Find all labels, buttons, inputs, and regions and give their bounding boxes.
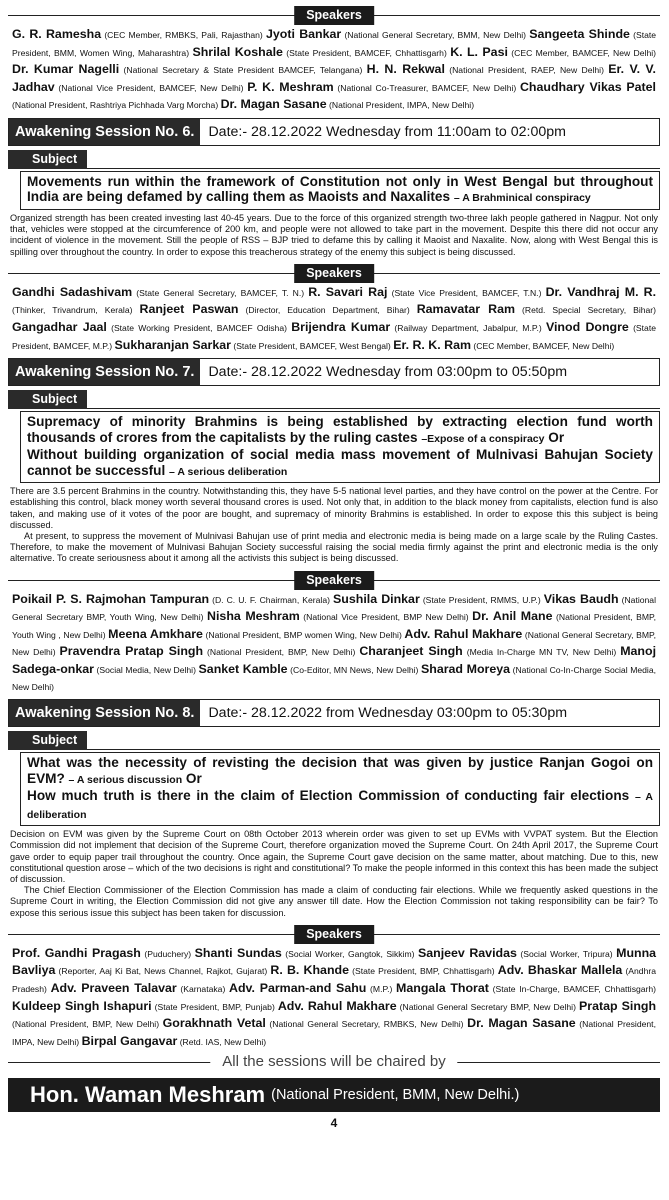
- speaker-role: (Retd. IAS, New Delhi): [179, 1036, 267, 1047]
- speaker-role: (State President, BAMCEF, M.P.): [12, 322, 656, 351]
- speaker-name: Adv. Praveen Talavar: [50, 980, 177, 995]
- speaker-name: Birpal Gangavar: [81, 1033, 178, 1048]
- speaker-name: Sanket Kamble: [198, 661, 288, 676]
- speaker-name: Ramavatar Ram: [416, 302, 515, 317]
- speaker-role: (National President, BMP, Youth Wing , New Delhi): [12, 612, 657, 640]
- speakers-list: [8, 284, 660, 354]
- newsletter-page: [8, 0, 660, 1130]
- speaker-name: Adv. Rahul Makhare: [404, 626, 523, 641]
- subject-note: – A serious deliberation: [169, 465, 288, 478]
- speaker-name: Sanjeev Ravidas: [417, 945, 517, 960]
- speaker-name: Munna Bavliya: [12, 945, 657, 978]
- speaker-name: Jyoti Bankar: [266, 27, 342, 41]
- speaker-role: (Puduchery): [144, 948, 192, 959]
- session-description: [10, 829, 658, 919]
- speaker-role: (M.P.): [370, 983, 393, 994]
- speaker-name: Gorakhnath Vetal: [162, 1016, 266, 1031]
- speaker-name: Dr. Magan Sasane: [467, 1016, 576, 1031]
- speaker-name: Er. V. V. Jadhav: [12, 62, 657, 94]
- speaker-name: Kuldeep Singh Ishapuri: [12, 998, 152, 1013]
- subject-note: – A deliberation: [27, 791, 653, 821]
- description-paragraph: Decision on EVM was given by the Supreme Court on 08th October 2013 wherein order was given to set up EVMs with VVPAT system. But the Election Commission did not implement that decision of the Supreme Court, therefore organization moved the Supreme Court. On 24th April 2017, the Supreme Court gave order to equip paper trail throughout the country. Once again, the Supreme Court gave decision on the same matter, about matching. Due to this, new constitutional question arose – which of the two decisions is right and constitutional? To make the people informed in this context this has been made the subject of discussion.: [10, 829, 658, 884]
- session-header: [8, 358, 660, 386]
- speaker-name: Shrilal Koshale: [192, 44, 283, 59]
- speaker-name: P. K. Meshram: [247, 79, 334, 94]
- subject-join: Or: [548, 429, 565, 445]
- speaker-role: (National Co-In-Charge Social Media, New Delhi): [12, 664, 656, 692]
- speaker-name: Sangeeta Shinde: [529, 27, 630, 41]
- speaker-role: (Social Media, New Delhi): [96, 664, 196, 675]
- subject-note: – A serious discussion: [68, 773, 183, 786]
- session-block: [8, 699, 660, 1050]
- speaker-role: (Media In-Charge MN TV, New Delhi): [466, 647, 617, 658]
- speaker-role: (State General Secretary, BAMCEF, T. N.): [136, 287, 305, 298]
- speaker-role: (CEC Member, BAMCEF, New Delhi): [473, 340, 615, 351]
- speaker-name: Dr. Anil Mane: [472, 609, 553, 624]
- speaker-role: (Railway Department, Jabalpur, M.P.): [394, 322, 542, 333]
- subject-divider: [87, 749, 660, 750]
- speaker-role: (D. C. U. F. Chairman, Kerala): [212, 594, 330, 605]
- subject-note: –Expose of a conspiracy: [421, 432, 545, 445]
- speaker-role: (National Co-Treasurer, BAMCEF, New Delhi): [337, 82, 517, 93]
- speaker-role: (National Vice President, BMP New Delhi): [303, 612, 469, 623]
- speakers-list: [8, 26, 660, 114]
- speaker-name: Pravendra Pratap Singh: [59, 644, 204, 659]
- speaker-role: (National President, BMP, New Delhi): [207, 647, 356, 658]
- speaker-name: Gangadhar Jaal: [12, 319, 107, 334]
- subject-heading-row: [8, 150, 660, 169]
- speaker-name: Mangala Thorat: [396, 980, 489, 995]
- speakers-divider: [8, 923, 660, 945]
- subject-heading-row: [8, 390, 660, 409]
- speaker-name: Chaudhary Vikas Patel: [519, 79, 656, 94]
- speaker-role: (Director, Education Department, Bihar): [245, 305, 410, 316]
- speaker-role: (State President, BAMCEF, Chhattisgarh): [286, 47, 447, 58]
- speaker-name: Nisha Meshram: [207, 609, 300, 624]
- speaker-role: (State President, BMP, Punjab): [154, 1001, 275, 1012]
- page-number: 4: [330, 1116, 338, 1131]
- speaker-name: R. B. Khande: [270, 963, 349, 978]
- subject-heading: Subject: [8, 731, 87, 750]
- speaker-role: (National General Secretary BMP, Youth Wing, New Delhi): [12, 594, 656, 623]
- speaker-role: (National President, IMPA, New Delhi): [12, 1019, 656, 1047]
- chairperson-name: Hon. Waman Meshram: [30, 1082, 266, 1108]
- chairperson-designation: (National President, BMM, New Delhi.): [271, 1087, 520, 1104]
- subject-heading: Subject: [8, 150, 87, 169]
- speaker-role: (State President, RMMS, U.P.): [422, 594, 541, 605]
- speaker-name: Brijendra Kumar: [291, 319, 391, 334]
- speaker-role: (State President, BMP, Chhattisgarh): [352, 966, 495, 977]
- session-block: [8, 118, 660, 354]
- session-block: [8, 358, 660, 695]
- speakers-divider: [8, 4, 660, 26]
- speakers-list: [8, 945, 660, 1051]
- subject-heading: Subject: [8, 390, 87, 409]
- speaker-role: (State President, BAMCEF, West Bengal): [233, 340, 391, 351]
- speaker-role: (National President, BMP, New Delhi): [12, 1019, 160, 1030]
- speaker-name: Adv. Rahul Makhare: [277, 998, 397, 1013]
- speaker-role: (National General Secretary, RMBKS, New Delhi): [269, 1019, 464, 1030]
- speakers-heading: Speakers: [294, 6, 374, 25]
- session-header: [8, 699, 660, 727]
- subject-text: Without building organization of social media mass movement of Mulnivasi Bahujan Society cannot be successful: [27, 447, 653, 478]
- speaker-name: Vinod Dongre: [545, 319, 629, 334]
- session-description: [10, 213, 658, 258]
- session-date: Date:- 28.12.2022 from Wednesday 03:00pm to 05:30pm: [208, 705, 568, 722]
- speaker-role: (National President, Rashtriya Pichhada Varg Morcha): [12, 100, 219, 111]
- speaker-role: (National President, IMPA, New Delhi): [329, 100, 475, 111]
- speaker-name: Sukharanjan Sarkar: [114, 337, 231, 352]
- session-title: Awakening Session No. 7.: [9, 359, 200, 385]
- speaker-role: (National General Secretary, BMP, New Delhi): [12, 629, 656, 658]
- speaker-name: Poikail P. S. Rajmohan Tampuran: [12, 591, 210, 606]
- speaker-name: Gandhi Sadashivam: [12, 284, 133, 299]
- speaker-role: (National General Secretary, BMM, New Delhi): [344, 30, 527, 40]
- speakers-divider: [8, 569, 660, 591]
- session-title: Awakening Session No. 8.: [9, 700, 200, 726]
- footer-divider: [8, 1052, 660, 1072]
- speaker-role: (National President, RAEP, New Delhi): [449, 65, 604, 76]
- speaker-name: Pratap Singh: [578, 998, 657, 1013]
- speakers-list: [8, 591, 660, 696]
- speaker-name: Adv. Bhaskar Mallela: [497, 963, 623, 978]
- session-date: Date:- 28.12.2022 Wednesday from 03:00pm to 05:50pm: [208, 364, 568, 381]
- speaker-name: Shanti Sundas: [194, 945, 282, 960]
- speaker-role: (Retd. Special Secretary, Bihar): [522, 305, 657, 316]
- speaker-name: Ranjeet Paswan: [139, 302, 239, 317]
- subject-box: [20, 411, 660, 483]
- speaker-name: G. R. Ramesha: [12, 27, 102, 41]
- speaker-role: (Social Worker, Gangtok, Sikkim): [285, 948, 415, 959]
- speakers-heading: Speakers: [294, 264, 374, 283]
- speaker-name: H. N. Rekwal: [366, 62, 445, 77]
- subject-text: What was the necessity of revisting the decision that was given by justice Ranjan Gogoi on EVM?: [27, 755, 653, 786]
- chaired-by-note: All the sessions will be chaired by: [210, 1052, 457, 1072]
- speaker-role: (Social Worker, Tripura): [520, 948, 613, 959]
- speaker-name: Adv. Parman-and Sahu: [229, 980, 367, 995]
- session-header: [8, 118, 660, 146]
- subject-box: [20, 752, 660, 826]
- subject-heading-row: [8, 731, 660, 750]
- speaker-name: Dr. Magan Sasane: [220, 97, 327, 112]
- description-paragraph: Organized strength has been created investing last 40-45 years. Due to the force of this organized strength two-three lakh people gathered in Nagpur. Not only that, vehicles were stopped at the circumference of 200 km, and people were not allowed to take part in the movement. Despite this there did not occur any incident of violence in the movement. Still the people of RSS – BJP tried to defame this by calling it Maoist and Naxalite. Now, along with West Bengal this is spilling over throughout the country. In order to expose this treacherous strategy of the enemy this subject is being discussed.: [10, 212, 658, 257]
- speaker-role: (State In-Charge, BAMCEF, Chhattisgarh): [492, 983, 657, 994]
- speaker-role: (Co-Editor, MN News, New Delhi): [290, 664, 419, 675]
- speaker-name: Meena Amkhare: [108, 626, 203, 641]
- speaker-role: (National Vice President, BAMCEF, New Delhi): [58, 82, 244, 93]
- speaker-name: Er. R. K. Ram: [393, 337, 471, 352]
- description-paragraph: There are 3.5 percent Brahmins in the country. Notwithstanding this, they have 5-5 national level parties, and they have control on the power at the Centre. For establishing this control, black money worth several thousand crores is used. Not only that, in addition to the black money from capitalists, election fund is also taken, and making use of it votes of the poor are bought, and supremacy of minority Brahmins is established. In order to expose this this subject is being discussed.: [10, 486, 658, 530]
- speaker-name: Dr. Kumar Nagelli: [12, 62, 120, 77]
- subject-join: Or: [185, 770, 202, 786]
- subject-divider: [87, 168, 660, 169]
- speaker-role: (Thinker, Trivandrum, Kerala): [12, 305, 133, 316]
- speakers-heading: Speakers: [294, 925, 374, 944]
- description-paragraph: At present, to suppress the movement of Mulnivasi Bahujan use of print media and electronic media is being made on a large scale by the Ruling Castes. Therefore, to make the movement of Mulnivasi Bahujan Society successful raising the social media firmly against the print and electronic media is the only alternative. To create seriousness about it among all the activists this subject is being discussed.: [10, 530, 658, 564]
- speaker-role: (CEC Member, BAMCEF, New Delhi): [511, 47, 657, 58]
- speaker-role: (Andhra Pradesh): [12, 966, 657, 994]
- speaker-name: Manoj Sadega-onkar: [12, 644, 657, 676]
- speaker-role: (State President, BMM, Women Wing, Maharashtra): [12, 30, 657, 58]
- speaker-name: Prof. Gandhi Pragash: [12, 945, 141, 960]
- speaker-name: Vikas Baudh: [543, 591, 619, 606]
- speaker-role: (Karnataka): [180, 983, 226, 994]
- speaker-role: (National Secretary & State President BAMCEF, Telangana): [123, 65, 363, 76]
- session-title: Awakening Session No. 6.: [9, 119, 200, 145]
- subject-note: – A Brahminical conspiracy: [453, 192, 591, 205]
- speaker-role: (State Vice President, BAMCEF, T.N.): [391, 287, 542, 298]
- speaker-name: R. Savari Raj: [308, 284, 388, 299]
- speaker-name: K. L. Pasi: [450, 44, 508, 59]
- session-description: [10, 486, 658, 564]
- speakers-divider: [8, 262, 660, 284]
- subject-text: Movements run within the framework of Constitution not only in West Bengal but throughout India are being defamed by calling them as Maoists and Naxalites: [27, 173, 653, 205]
- subject-divider: [87, 408, 660, 409]
- speaker-name: Dr. Vandhraj M. R.: [545, 284, 657, 299]
- speaker-name: Sushila Dinkar: [333, 591, 420, 606]
- chairperson-banner: [8, 1078, 660, 1112]
- speaker-name: Sharad Moreya: [421, 661, 511, 676]
- session-date: Date:- 28.12.2022 Wednesday from 11:00am to 02:00pm: [208, 123, 566, 140]
- subject-text: How much truth is there in the claim of Election Commission of conducting fair elections: [27, 788, 630, 804]
- description-paragraph: The Chief Election Commissioner of the Election Commission has made a claim of conducting fair elections. While we frequently asked questions in the Supreme Court in writing, the Election Commission did not give any answer till date. How the Election Commission not taking responsibility can be fair? To expose this serious issue this subject has been taken for discussion.: [10, 885, 658, 918]
- speaker-role: (National President, BMP women Wing, New Delhi): [205, 629, 402, 640]
- speaker-role: (National General Secretary BMP, New Delhi): [399, 1001, 576, 1012]
- speakers-heading: Speakers: [294, 571, 374, 590]
- speaker-role: (Reporter, Aaj Ki Bat, News Channel, Rajkot, Gujarat): [58, 966, 268, 977]
- speaker-role: (State Working President, BAMCEF Odisha): [111, 322, 287, 333]
- subject-text: Supremacy of minority Brahmins is being established by extracting election fund worth thousands of crores from the capitalists by the ruling castes: [27, 414, 653, 445]
- subject-box: [20, 171, 660, 210]
- speaker-name: Charanjeet Singh: [359, 644, 463, 659]
- speaker-role: (CEC Member, RMBKS, Pali, Rajasthan): [104, 30, 263, 40]
